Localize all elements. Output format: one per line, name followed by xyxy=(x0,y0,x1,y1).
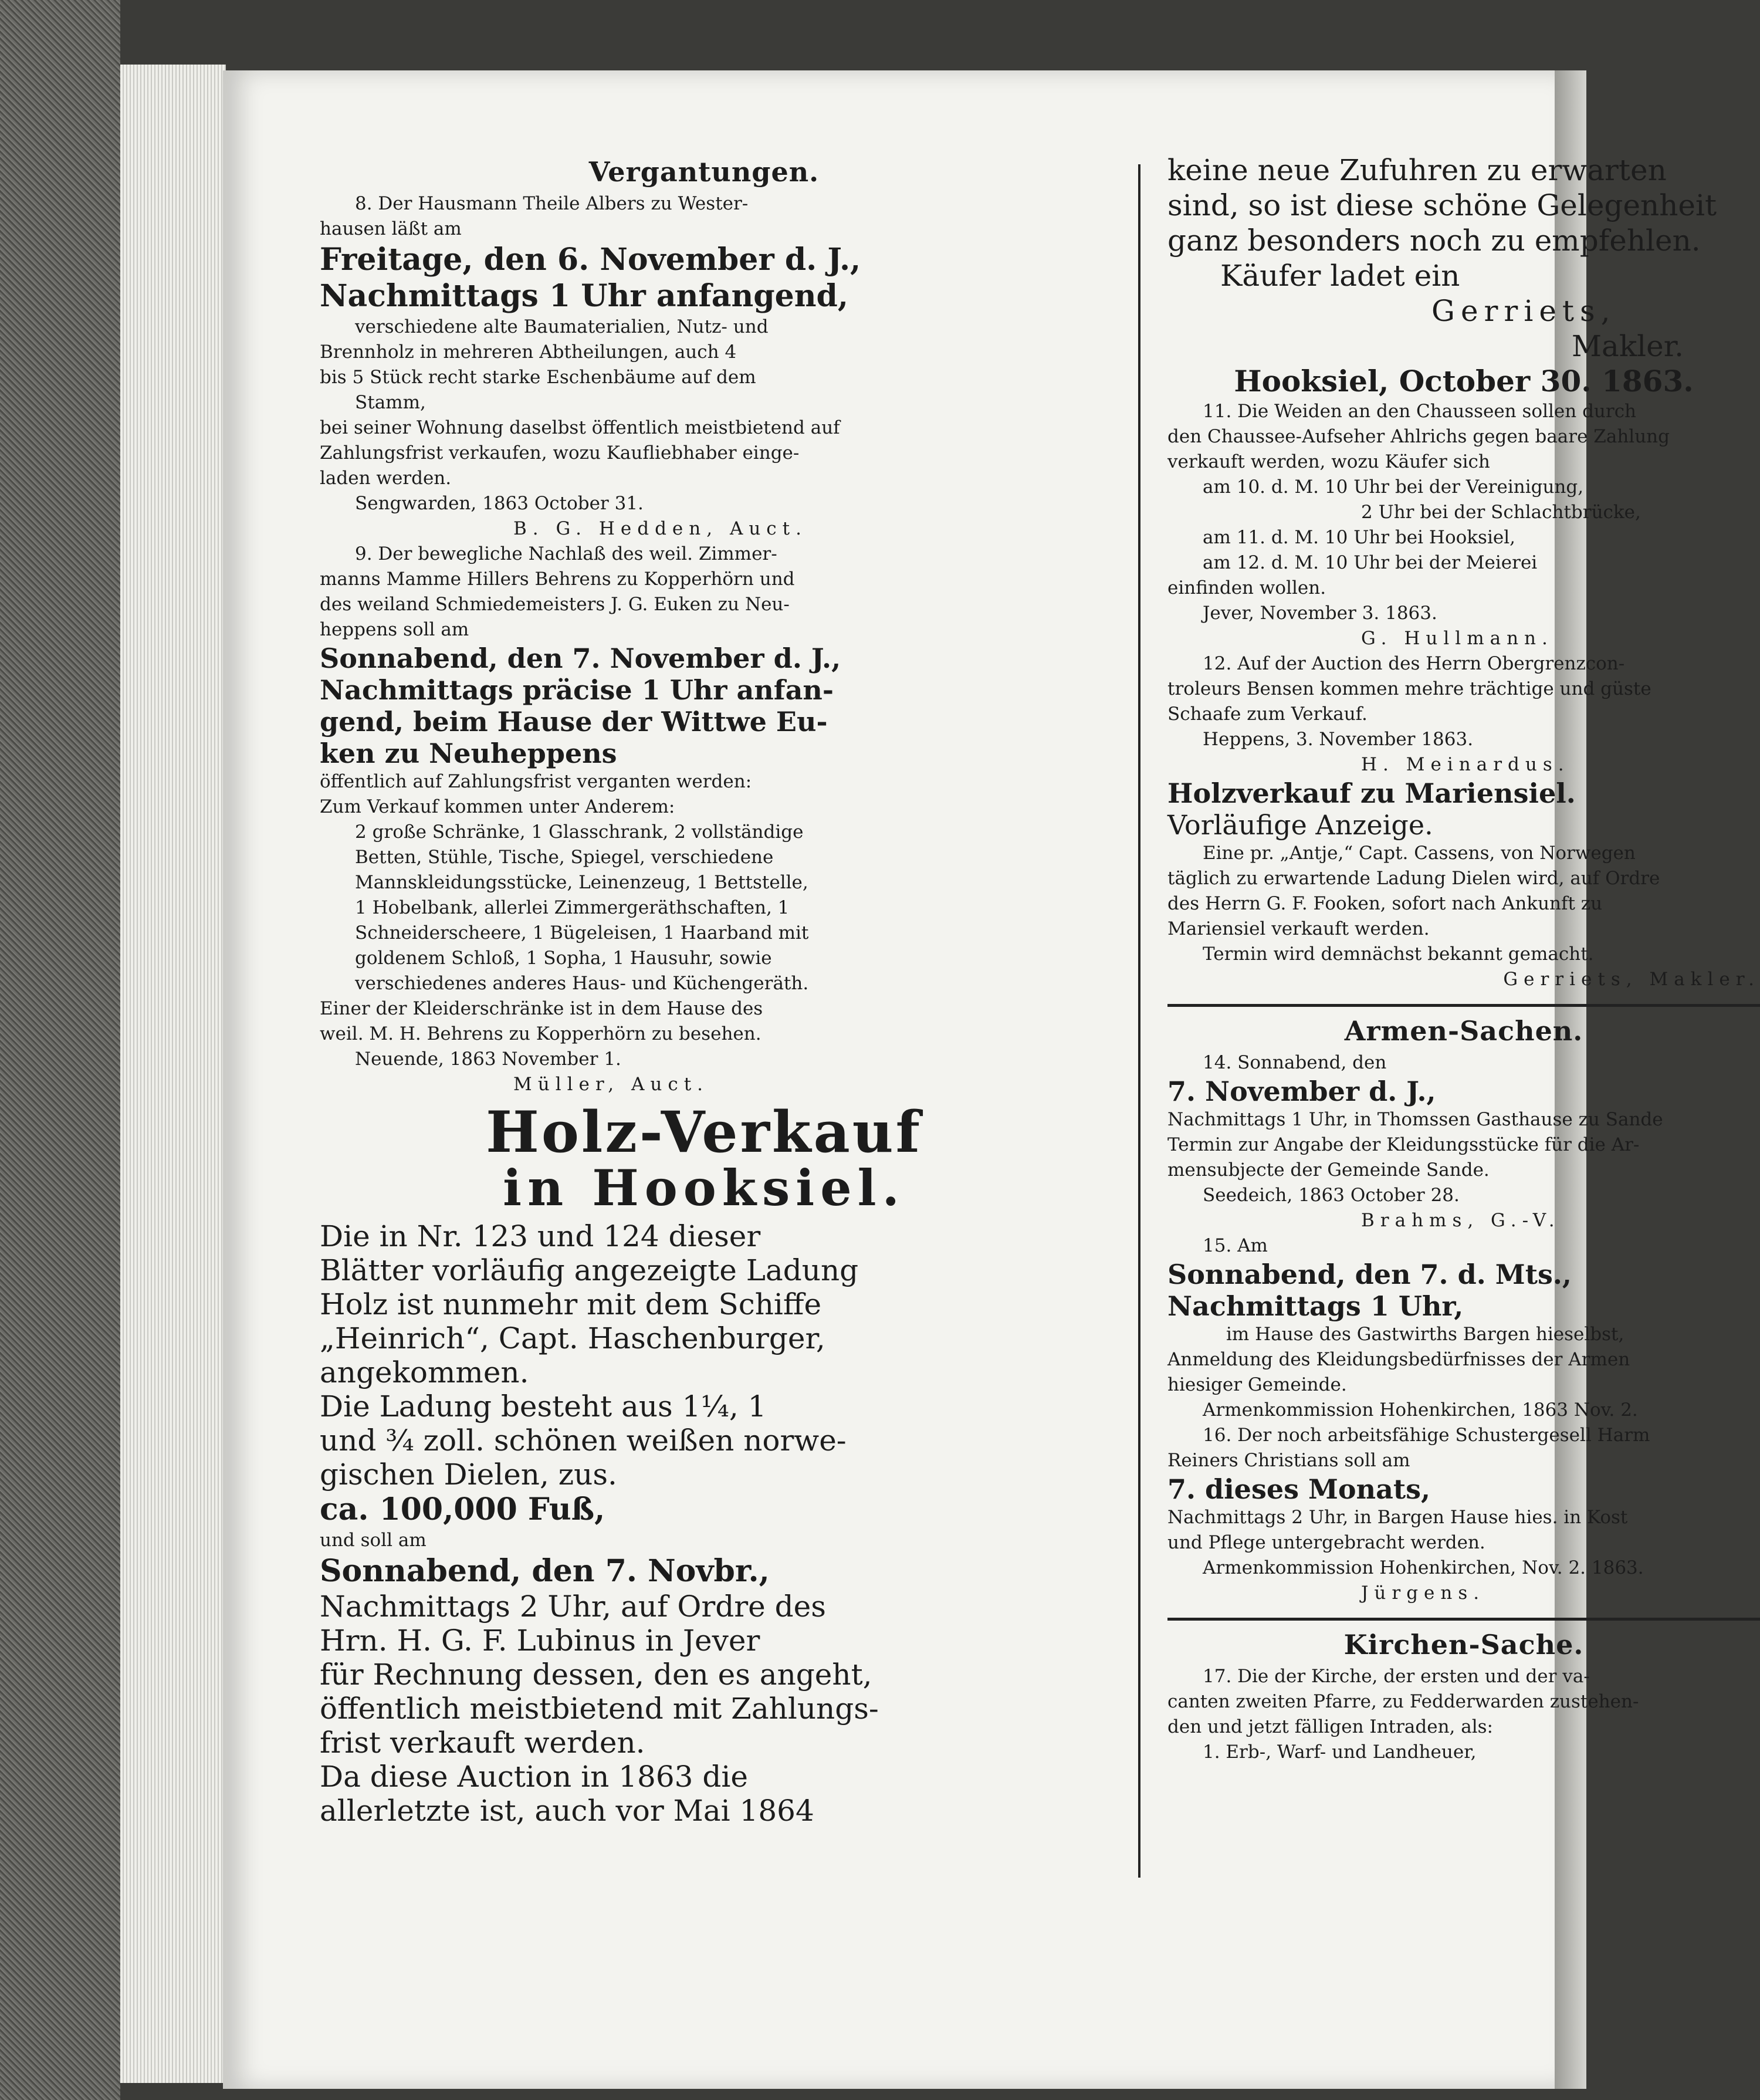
text-line: Käufer ladet ein xyxy=(1220,259,1460,293)
text-line: „Heinrich“, Capt. Haschenburger, xyxy=(320,1321,825,1355)
mariensiel-headline: Holzverkauf zu Mariensiel. xyxy=(1167,777,1576,809)
text-line: Blätter vorläufig angezeigte Ladung xyxy=(320,1253,859,1287)
text-line: Zahlungsfrist verkaufen, wozu Kaufliebhaber einge- xyxy=(320,442,800,464)
headline-line: Nachmittags präcise 1 Uhr anfan- xyxy=(320,674,834,706)
text-line: und Pflege untergebracht werden. xyxy=(1167,1532,1485,1553)
text-line: Die in Nr. 123 und 124 dieser xyxy=(320,1219,761,1253)
date-line: Heppens, 3. November 1863. xyxy=(1203,729,1474,750)
headline-line: ken zu Neuheppens xyxy=(320,738,617,769)
section-title-armen-sachen: Armen-Sachen. xyxy=(1344,1015,1583,1047)
text-line: und soll am xyxy=(320,1530,427,1551)
right-column xyxy=(1167,153,1760,1765)
text-line: 8. Der Hausmann Theile Albers zu Wester- xyxy=(355,193,749,214)
text-line: goldenem Schloß, 1 Sopha, 1 Hausuhr, sowie xyxy=(355,948,772,969)
text-line: verschiedenes anderes Haus- und Küchengeräth. xyxy=(355,973,809,994)
section-rule xyxy=(1167,1618,1760,1621)
text-line: canten zweiten Pfarre, zu Fedderwarden zustehen- xyxy=(1167,1691,1639,1712)
section-rule xyxy=(1167,1004,1760,1007)
headline-line: Nachmittags 1 Uhr, xyxy=(1167,1290,1464,1322)
text-line: verschiedene alte Baumaterialien, Nutz- und xyxy=(355,316,769,337)
text-line: Nachmittags 1 Uhr, in Thomssen Gasthause zu Sande xyxy=(1167,1109,1663,1130)
text-line: einfinden wollen. xyxy=(1167,577,1326,598)
holz-verkauf-headline: Holz-Verkauf xyxy=(486,1099,922,1165)
text-line: verkauft werden, wozu Käufer sich xyxy=(1167,451,1490,472)
signature: Gerriets, xyxy=(1431,294,1616,328)
date-line: Hooksiel, October 30. 1863. xyxy=(1234,364,1694,398)
text-line: den Chaussee-Aufseher Ahlrichs gegen baare Zahlung xyxy=(1167,426,1670,447)
text-line: 14. Sonnabend, den xyxy=(1203,1052,1387,1073)
text-line: Die Ladung besteht aus 1¼, 1 xyxy=(320,1389,767,1423)
text-line: hiesiger Gemeinde. xyxy=(1167,1374,1347,1395)
text-line: gischen Dielen, zus. xyxy=(320,1458,617,1492)
text-line: Eine pr. „Antje,“ Capt. Cassens, von Norwegen xyxy=(1203,843,1636,864)
signature: Brahms, G.-V. xyxy=(1361,1210,1561,1231)
text-line: Schaafe zum Verkauf. xyxy=(1167,704,1368,725)
text-line: täglich zu erwartende Ladung Dielen wird, auf Ordre xyxy=(1167,868,1660,889)
text-line: Mannskleidungsstücke, Leinenzeug, 1 Bettstelle, xyxy=(355,872,808,893)
text-line: und ¾ zoll. schönen weißen norwe- xyxy=(320,1423,847,1458)
headline-line: Sonnabend, den 7. Novbr., xyxy=(320,1553,770,1589)
text-line: Anmeldung des Kleidungsbedürfnisses der Armen xyxy=(1167,1349,1630,1370)
text-line: öffentlich auf Zahlungsfrist verganten werden: xyxy=(320,771,752,792)
headline-line: 7. November d. J., xyxy=(1167,1076,1436,1107)
text-line: 1. Erb-, Warf- und Landheuer, xyxy=(1203,1741,1477,1763)
mariensiel-subheadline: Vorläufige Anzeige. xyxy=(1167,809,1433,841)
text-line: laden werden. xyxy=(320,468,452,489)
text-line: frist verkauft werden. xyxy=(320,1726,645,1760)
text-line: 17. Die der Kirche, der ersten und der va- xyxy=(1203,1666,1590,1687)
left-column xyxy=(320,153,1088,1828)
text-line: angekommen. xyxy=(320,1355,529,1389)
text-line: bis 5 Stück recht starke Eschenbäume auf dem xyxy=(320,367,756,388)
text-line: am 12. d. M. 10 Uhr bei der Meierei xyxy=(1203,552,1538,573)
headline-line: Nachmittags 1 Uhr anfangend, xyxy=(320,278,848,314)
text-line: Termin zur Angabe der Kleidungsstücke für die Ar- xyxy=(1167,1134,1640,1155)
text-line: heppens soll am xyxy=(320,619,469,640)
text-line: am 11. d. M. 10 Uhr bei Hooksiel, xyxy=(1203,527,1515,548)
text-line: mensubjecte der Gemeinde Sande. xyxy=(1167,1159,1490,1181)
text-line: 16. Der noch arbeitsfähige Schustergesell Harm xyxy=(1203,1425,1650,1446)
signature: H. Meinardus. xyxy=(1361,754,1570,775)
newspaper-page xyxy=(223,70,1760,2089)
text-line: Nachmittags 2 Uhr, in Bargen Hause hies. in Kost xyxy=(1167,1507,1628,1528)
text-line: des weiland Schmiedemeisters J. G. Euken zu Neu- xyxy=(320,594,790,615)
text-line: 2 Uhr bei der Schlachtbrücke, xyxy=(1361,502,1641,523)
text-line: des Herrn G. F. Fooken, sofort nach Ankunft zu xyxy=(1167,893,1603,914)
text-line: Stamm, xyxy=(355,392,426,413)
signature: Jürgens. xyxy=(1361,1582,1485,1604)
date-line: Neuende, 1863 November 1. xyxy=(355,1049,621,1070)
text-line: den und jetzt fälligen Intraden, als: xyxy=(1167,1716,1493,1737)
text-line: Einer der Kleiderschränke ist in dem Hause des xyxy=(320,998,763,1019)
text-line: 11. Die Weiden an den Chausseen sollen durch xyxy=(1203,401,1637,422)
headline-line: Freitage, den 6. November d. J., xyxy=(320,242,861,278)
text-line: für Rechnung dessen, den es angeht, xyxy=(320,1658,872,1692)
text-line: bei seiner Wohnung daselbst öffentlich meistbietend auf xyxy=(320,417,840,438)
headline-line: Sonnabend, den 7. November d. J., xyxy=(320,642,841,674)
date-line: Jever, November 3. 1863. xyxy=(1203,603,1437,624)
text-line: sind, so ist diese schöne Gelegenheit xyxy=(1167,188,1717,222)
text-line: Betten, Stühle, Tische, Spiegel, verschiedene xyxy=(355,847,774,868)
text-line: hausen läßt am xyxy=(320,218,462,239)
date-line: Armenkommission Hohenkirchen, 1863 Nov. 2. xyxy=(1203,1399,1638,1421)
text-line: Nachmittags 2 Uhr, auf Ordre des xyxy=(320,1590,826,1624)
text-line: Brennholz in mehreren Abtheilungen, auch 4 xyxy=(320,341,737,363)
text-line: keine neue Zufuhren zu erwarten xyxy=(1167,153,1667,187)
text-line: 2 große Schränke, 1 Glasschrank, 2 vollständige xyxy=(355,821,804,843)
section-title-kirchen-sache: Kirchen-Sache. xyxy=(1343,1629,1584,1661)
text-line: troleurs Bensen kommen mehre trächtige und güste xyxy=(1167,678,1651,699)
text-line: öffentlich meistbietend mit Zahlungs- xyxy=(320,1692,879,1726)
text-line: im Hause des Gastwirths Bargen hieselbst, xyxy=(1226,1324,1624,1345)
signature: G. Hullmann. xyxy=(1361,628,1553,649)
holz-verkauf-place: in Hooksiel. xyxy=(503,1159,905,1217)
headline-line: ca. 100,000 Fuß, xyxy=(320,1492,605,1527)
text-line: 15. Am xyxy=(1203,1235,1268,1256)
page-edges xyxy=(120,65,226,2083)
date-line: Seedeich, 1863 October 28. xyxy=(1203,1185,1460,1206)
text-line: Termin wird demnächst bekannt gemacht. xyxy=(1203,944,1594,965)
headline-line: Sonnabend, den 7. d. Mts., xyxy=(1167,1259,1572,1290)
column-divider xyxy=(1138,164,1140,1878)
text-line: Schneiderscheere, 1 Bügeleisen, 1 Haarband mit xyxy=(355,922,809,944)
headline-line: gend, beim Hause der Wittwe Eu- xyxy=(320,706,828,738)
text-line: 9. Der bewegliche Nachlaß des weil. Zimmer- xyxy=(355,543,777,564)
text-line: weil. M. H. Behrens zu Kopperhörn zu besehen. xyxy=(320,1023,761,1044)
text-line: Mariensiel verkauft werden. xyxy=(1167,918,1430,939)
text-line: Reiners Christians soll am xyxy=(1167,1450,1410,1471)
signature: Müller, Auct. xyxy=(513,1074,709,1095)
signature: B. G. Hedden, Auct. xyxy=(513,518,807,539)
book-cover xyxy=(0,0,120,2100)
text-line: Da diese Auction in 1863 die xyxy=(320,1760,748,1794)
text-line: Hrn. H. G. F. Lubinus in Jever xyxy=(320,1624,760,1658)
text-line: 12. Auf der Auction des Herrn Obergrenzcon- xyxy=(1203,653,1625,674)
text-line: 1 Hobelbank, allerlei Zimmergeräthschaften, 1 xyxy=(355,897,790,918)
text-line: manns Mamme Hillers Behrens zu Kopperhörn und xyxy=(320,569,795,590)
headline-line: 7. dieses Monats, xyxy=(1167,1473,1431,1505)
date-line: Sengwarden, 1863 October 31. xyxy=(355,493,644,514)
text-line: am 10. d. M. 10 Uhr bei der Vereinigung, xyxy=(1203,476,1584,498)
signature: Gerriets, Makler. xyxy=(1503,969,1760,990)
section-title-vergantungen: Vergantungen. xyxy=(588,156,820,188)
signature: Makler. xyxy=(1571,329,1684,363)
text-line: Holz ist nunmehr mit dem Schiffe xyxy=(320,1287,822,1321)
date-line: Armenkommission Hohenkirchen, Nov. 2. 1863. xyxy=(1203,1557,1644,1578)
text-line: ganz besonders noch zu empfehlen. xyxy=(1167,224,1701,258)
text-line: allerletzte ist, auch vor Mai 1864 xyxy=(320,1794,814,1828)
text-line: Zum Verkauf kommen unter Anderem: xyxy=(320,796,675,817)
